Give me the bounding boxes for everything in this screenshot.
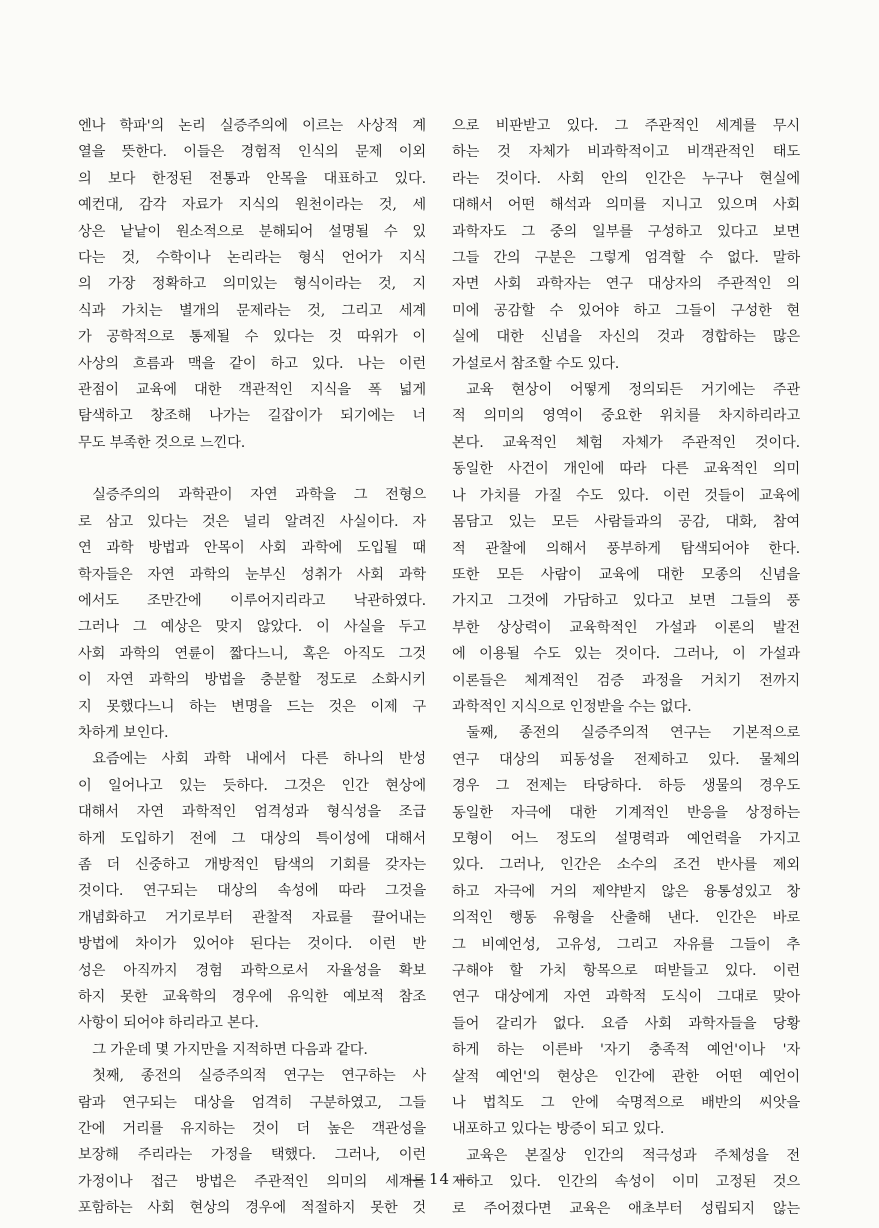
text-line: 에서도 조만간에 이루어지리라고 낙관하였다.	[78, 592, 426, 609]
text-line: 동일한 자극에 대한 기계적인 반응을 상정하는	[452, 804, 800, 821]
text-line: 으로 비판받고 있다. 그 주관적인 세계를 무시	[452, 118, 800, 134]
paragraph-gap	[78, 456, 426, 482]
text-line: 교육 현상이 어떻게 정의되든 거기에는 주관	[466, 382, 800, 399]
text-line: 탐색하고 창조해 나가는 길잡이가 되기에는 너	[78, 408, 426, 425]
text-line: 모형이 어느 정도의 설명력과 예언력을 가지고	[452, 830, 800, 847]
text-line: 다는 것, 수학이나 논리라는 형식 언어가 지식	[78, 250, 426, 267]
text-line: 미에 공감할 수 있어야 하고 그들이 구성한 현	[452, 302, 800, 319]
text-line: 로 주어졌다면 교육은 애초부터 성립되지 않는	[452, 1200, 800, 1217]
text-line: 가정이나 접근 방법은 주관적인 의미의 세계를	[78, 1173, 426, 1190]
text-line: 방법에 차이가 있어야 된다는 것이다. 이런 반	[78, 936, 426, 953]
text-line: 경우 그 전제는 타당하다. 하등 생물의 경우도	[452, 778, 800, 795]
text-line: 그 비예언성, 고유성, 그리고 자유를 그들이 추	[452, 936, 800, 953]
text-line: 동일한 사건이 개인에 따라 다른 교육적인 의미	[452, 461, 800, 478]
page-number: — 14 —	[407, 1170, 472, 1188]
text-line: 나 가치를 가질 수도 있다. 이런 것들이 교육에	[452, 487, 800, 504]
text-line: 그러나 그 예상은 맞지 않았다. 이 사실을 두고	[78, 619, 426, 636]
text-line: 하게 도입하기 전에 그 대상의 특이성에 대해서	[78, 830, 426, 847]
text-line: 이 자연 과학의 방법을 충분할 정도로 소화시키	[78, 672, 426, 689]
text-line: 열을 뜻한다. 이들은 경험적 인식의 문제 이외	[78, 144, 426, 161]
text-line: 가설로서 참조할 수도 있다.	[452, 355, 620, 372]
text-line: 하게 하는 이른바 '자기 충족적 예언'이나 '자	[452, 1042, 800, 1059]
text-line: 가 공학적으로 통제될 수 있다는 것 따위가 이	[78, 329, 426, 346]
text-line: 간에 거리를 유지하는 것이 더 높은 객관성을	[78, 1121, 426, 1138]
text-line: 사상의 흐름과 맥을 같이 하고 있다. 나는 이런	[78, 355, 426, 372]
text-line: 상은 낱낱이 원소적으로 분해되어 설명될 수 있	[78, 223, 426, 240]
text-line: 의적인 행동 유형을 산출해 낸다. 인간은 바로	[452, 910, 800, 927]
text-line: 또한 모든 사람이 교육에 대한 모종의 신념을	[452, 566, 800, 583]
text-line: 하는 것 자체가 비과학적이고 비객관적인 태도	[452, 144, 800, 161]
text-line: 교육은 본질상 인간의 적극성과 주체성을 전	[466, 1147, 800, 1164]
text-line: 무도 부족한 것으로 느낀다.	[78, 434, 246, 451]
text-line: 포함하는 사회 현상의 경우에 적절하지 못한 것	[78, 1200, 426, 1217]
text-line: 보장해 주리라는 가정을 택했다. 그러나, 이런	[78, 1147, 426, 1164]
text-line: 관점이 교육에 대한 객관적인 지식을 폭 넓게	[78, 382, 426, 399]
left-column	[78, 113, 426, 1222]
text-line: 그들 간의 구분은 그렇게 엄격할 수 없다. 말하	[452, 250, 800, 267]
text-line: 부한 상상력이 교육학적인 가설과 이론의 발전	[452, 619, 800, 636]
text-line: 몸담고 있는 모든 사람들과의 공감, 대화, 참여	[452, 514, 800, 531]
text-line: 첫째, 종전의 실증주의적 연구는 연구하는 사	[92, 1068, 426, 1085]
text-line: 본다. 교육적인 체험 자체가 주관적인 것이다.	[452, 434, 800, 451]
text-line: 구해야 할 가치 항목으로 떠받들고 있다. 이런	[452, 963, 800, 979]
text-line: 나 법칙도 그 안에 숙명적으로 배반의 씨앗을	[452, 1095, 800, 1112]
text-line: 실에 대한 신념을 자신의 것과 경합하는 많은	[452, 329, 800, 346]
text-line: 예컨대, 감각 자료가 지식의 원천이라는 것, 세	[78, 197, 426, 214]
text-line: 연 과학 방법과 안목이 사회 과학에 도입될 때	[78, 540, 426, 557]
text-line: 이론들은 체계적인 검증 과정을 거치기 전까지	[452, 672, 800, 689]
text-line: 식과 가치는 별개의 문제라는 것, 그리고 세계	[78, 302, 426, 319]
text-line: 요즘에는 사회 과학 내에서 다른 하나의 반성	[92, 751, 426, 768]
text-line: 과학적인 지식으로 인정받을 수는 없다.	[452, 698, 692, 715]
text-line: 차하게 보인다.	[78, 724, 169, 741]
text-line: 것이다. 연구되는 대상의 속성에 따라 그것을	[78, 883, 426, 900]
text-line: 사항이 되어야 하리라고 본다.	[78, 1015, 259, 1032]
text-line: 내포하고 있다는 방증이 되고 있다.	[452, 1121, 665, 1138]
text-line: 둘째, 종전의 실증주의적 연구는 기본적으로	[466, 725, 800, 742]
text-line: 좀 더 신중하고 개방적인 탐색의 기회를 갖자는	[78, 856, 426, 873]
text-line: 연구 대상에게 자연 과학적 도식이 그대로 맞아	[452, 989, 800, 1006]
text-line: 가지고 그것에 가담하고 있다고 보면 그들의 풍	[452, 593, 800, 610]
text-line: 엔나 학파'의 논리 실증주의에 이르는 사상적 계	[78, 118, 426, 134]
text-line: 하지 못한 교육학의 경우에 유익한 예보적 참조	[78, 989, 426, 1005]
text-line: 의 가장 정확하고 의미있는 형식이라는 것, 지	[78, 276, 426, 293]
text-line: 그 가운데 몇 가지만을 지적하면 다음과 같다.	[92, 1041, 368, 1058]
text-line: 실증주의의 과학관이 자연 과학을 그 전형으	[92, 487, 426, 504]
text-line: 사회 과학의 연륜이 짧다느니, 혹은 아직도 그것	[78, 645, 426, 662]
text-line: 성은 아직까지 경험 과학으로서 자율성을 확보	[78, 962, 426, 979]
text-line: 있다. 그러나, 인간은 소수의 조건 반사를 제외	[452, 857, 800, 874]
text-line: 지 못했다느니 하는 변명을 드는 것은 이제 구	[78, 698, 426, 715]
text-line: 살적 예언'의 현상은 인간에 관한 어떤 예언이	[452, 1068, 800, 1085]
text-line: 에 이용될 수도 있는 것이다. 그러나, 이 가설과	[452, 646, 800, 663]
text-line: 들어 갈리가 없다. 요즘 사회 과학자들을 당황	[452, 1015, 800, 1032]
text-line: 하고 자극에 거의 제약받지 않은 융통성있고 창	[452, 883, 800, 900]
text-line: 적 관찰에 의해서 풍부하게 탐색되어야 한다.	[452, 540, 800, 557]
text-line: 로 삼고 있다는 것은 널리 알려진 사실이다. 자	[78, 513, 426, 530]
text-line: 제하고 있다. 인간의 속성이 이미 고정된 것으	[452, 1174, 800, 1191]
text-line: 개념화하고 거기로부터 관찰적 자료를 끌어내는	[78, 909, 426, 926]
text-line: 적 의미의 영역이 중요한 위치를 차지하리라고	[452, 408, 800, 425]
text-line: 람과 연구되는 대상을 엄격히 구분하였고, 그들	[78, 1094, 426, 1111]
text-line: 자면 사회 과학자는 연구 대상자의 주관적인 의	[452, 276, 800, 293]
text-line: 학자들은 자연 과학의 눈부신 성취가 사회 과학	[78, 566, 426, 583]
text-line: 의 보다 한정된 전통과 안목을 대표하고 있다.	[78, 170, 426, 187]
right-column	[452, 113, 800, 1222]
text-line: 이 일어나고 있는 듯하다. 그것은 인간 현상에	[78, 777, 426, 794]
text-line: 연구 대상의 피동성을 전제하고 있다. 물체의	[452, 751, 800, 768]
text-line: 라는 것이다. 사회 안의 인간은 누구나 현실에	[452, 170, 800, 187]
text-line: 대해서 자연 과학적인 엄격성과 형식성을 조급	[78, 804, 426, 821]
text-line: 과학자도 그 중의 일부를 구성하고 있다고 보면	[452, 223, 800, 240]
text-line: 대해서 어떤 해석과 의미를 지니고 있으며 사회	[452, 197, 800, 214]
